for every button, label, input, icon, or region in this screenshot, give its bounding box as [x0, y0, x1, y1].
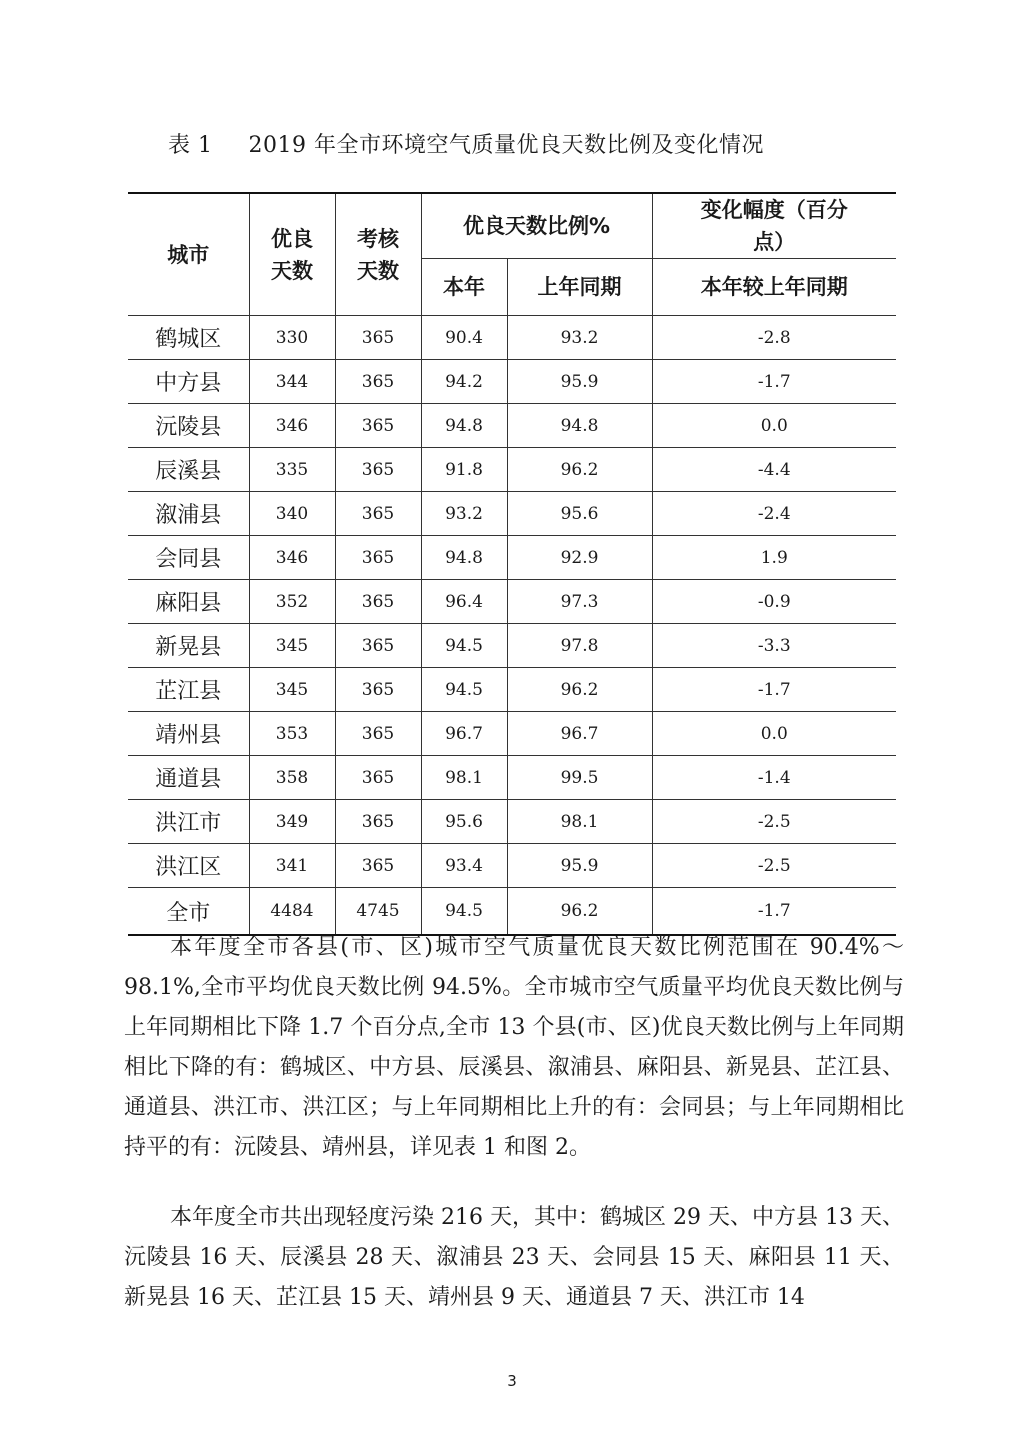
cell-good-days: 346	[249, 404, 335, 448]
table-row	[128, 316, 896, 360]
cell-change: -1.7	[652, 888, 896, 936]
table-row	[128, 580, 896, 624]
cell-this-year: 94.2	[421, 360, 507, 404]
cell-last-year: 96.2	[507, 448, 652, 492]
cell-assessed-days: 365	[335, 404, 421, 448]
cell-assessed-days: 365	[335, 536, 421, 580]
summary-paragraph: 本年度全市各县(市、区)城市空气质量优良天数比例范围在 90.4%～98.1%,全市平均优良天数比例 94.5%。全市城市空气质量平均优良天数比例与上年同期相比下降 1.7 个百分点,全市 13 个县(市、区)优良天数比例与上年同期相比下降的有：鹤城区、中方县、辰溪县、溆浦县、麻阳县、新晃县、芷江县、通道县、洪江市、洪江区；与上年同期相比上升的有：会同县；与上年同期相比持平的有：沅陵县、靖州县，详见表 1 和图 2。	[124, 935, 904, 1160]
table-row	[128, 360, 896, 404]
cell-last-year: 95.9	[507, 360, 652, 404]
table-row	[128, 404, 896, 448]
cell-city: 芷江县	[128, 668, 249, 712]
cell-this-year: 94.5	[421, 668, 507, 712]
header-change-vs-last-year: 本年较上年同期	[652, 259, 896, 316]
cell-this-year: 93.4	[421, 844, 507, 888]
cell-city: 新晃县	[128, 624, 249, 668]
cell-last-year: 98.1	[507, 800, 652, 844]
cell-change: 0.0	[652, 404, 896, 448]
cell-good-days: 345	[249, 668, 335, 712]
table-row	[128, 448, 896, 492]
cell-this-year: 94.8	[421, 404, 507, 448]
table-row	[128, 492, 896, 536]
cell-this-year: 94.8	[421, 536, 507, 580]
cell-this-year: 94.5	[421, 888, 507, 936]
cell-assessed-days: 365	[335, 448, 421, 492]
table-row	[128, 536, 896, 580]
cell-assessed-days: 365	[335, 492, 421, 536]
cell-assessed-days: 365	[335, 712, 421, 756]
cell-assessed-days: 4745	[335, 888, 421, 936]
header-last-year: 上年同期	[507, 259, 652, 316]
page-number: 3	[507, 1372, 517, 1390]
cell-city: 洪江区	[128, 844, 249, 888]
header-ratio-group: 优良天数比例%	[421, 193, 652, 259]
cell-city: 辰溪县	[128, 448, 249, 492]
cell-good-days: 346	[249, 536, 335, 580]
cell-last-year: 95.9	[507, 844, 652, 888]
table-row	[128, 712, 896, 756]
cell-change: -2.5	[652, 844, 896, 888]
table-row	[128, 844, 896, 888]
cell-city: 溆浦县	[128, 492, 249, 536]
header-assessed-days	[335, 193, 421, 316]
cell-city: 洪江市	[128, 800, 249, 844]
cell-last-year: 92.9	[507, 536, 652, 580]
cell-city: 全市	[128, 888, 249, 936]
cell-good-days: 345	[249, 624, 335, 668]
cell-change: -2.4	[652, 492, 896, 536]
cell-assessed-days: 365	[335, 668, 421, 712]
cell-good-days: 352	[249, 580, 335, 624]
cell-last-year: 97.8	[507, 624, 652, 668]
cell-assessed-days: 365	[335, 360, 421, 404]
cell-assessed-days: 365	[335, 844, 421, 888]
cell-assessed-days: 365	[335, 624, 421, 668]
cell-good-days: 344	[249, 360, 335, 404]
cell-city: 鹤城区	[128, 316, 249, 360]
cell-good-days: 349	[249, 800, 335, 844]
cell-change: -4.4	[652, 448, 896, 492]
cell-city: 通道县	[128, 756, 249, 800]
cell-this-year: 95.6	[421, 800, 507, 844]
cell-last-year: 96.2	[507, 888, 652, 936]
cell-last-year: 99.5	[507, 756, 652, 800]
cell-last-year: 97.3	[507, 580, 652, 624]
cell-this-year: 94.5	[421, 624, 507, 668]
cell-good-days: 358	[249, 756, 335, 800]
table-caption-label: 表 1	[168, 133, 213, 158]
cell-change: -1.4	[652, 756, 896, 800]
header-good-days-text: 优良天数	[271, 226, 313, 283]
cell-change: -2.5	[652, 800, 896, 844]
cell-last-year: 96.7	[507, 712, 652, 756]
cell-this-year: 96.7	[421, 712, 507, 756]
cell-city: 靖州县	[128, 712, 249, 756]
cell-last-year: 96.2	[507, 668, 652, 712]
cell-this-year: 90.4	[421, 316, 507, 360]
cell-change: -0.9	[652, 580, 896, 624]
table-row	[128, 756, 896, 800]
header-city: 城市	[128, 193, 249, 316]
air-quality-table	[128, 192, 896, 936]
cell-city: 中方县	[128, 360, 249, 404]
cell-this-year: 93.2	[421, 492, 507, 536]
cell-change: -2.8	[652, 316, 896, 360]
cell-change: -1.7	[652, 668, 896, 712]
cell-city: 会同县	[128, 536, 249, 580]
header-good-days	[249, 193, 335, 316]
table-row	[128, 668, 896, 712]
cell-last-year: 95.6	[507, 492, 652, 536]
header-this-year: 本年	[421, 259, 507, 316]
header-assessed-days-text: 考核天数	[357, 226, 399, 283]
table-caption-title: 2019 年全市环境空气质量优良天数比例及变化情况	[248, 133, 764, 158]
cell-this-year: 96.4	[421, 580, 507, 624]
header-change-group-text: 变化幅度（百分点）	[700, 198, 848, 254]
table-caption	[168, 128, 764, 159]
cell-last-year: 93.2	[507, 316, 652, 360]
cell-change: 1.9	[652, 536, 896, 580]
cell-good-days: 340	[249, 492, 335, 536]
cell-good-days: 4484	[249, 888, 335, 936]
cell-this-year: 98.1	[421, 756, 507, 800]
header-change-group	[652, 193, 896, 259]
cell-change: -1.7	[652, 360, 896, 404]
cell-last-year: 94.8	[507, 404, 652, 448]
cell-city: 麻阳县	[128, 580, 249, 624]
cell-assessed-days: 365	[335, 756, 421, 800]
cell-change: 0.0	[652, 712, 896, 756]
pollution-paragraph: 本年度全市共出现轻度污染 216 天，其中：鹤城区 29 天、中方县 13 天、沅陵县 16 天、辰溪县 28 天、溆浦县 23 天、会同县 15 天、麻阳县 11 天、新晃县 16 天、芷江县 15 天、靖州县 9 天、通道县 7 天、洪江市 14	[124, 1205, 904, 1310]
cell-good-days: 335	[249, 448, 335, 492]
table-row	[128, 800, 896, 844]
cell-assessed-days: 365	[335, 316, 421, 360]
cell-this-year: 91.8	[421, 448, 507, 492]
cell-good-days: 353	[249, 712, 335, 756]
cell-assessed-days: 365	[335, 580, 421, 624]
table-row	[128, 624, 896, 668]
cell-city: 沅陵县	[128, 404, 249, 448]
cell-assessed-days: 365	[335, 800, 421, 844]
cell-change: -3.3	[652, 624, 896, 668]
cell-good-days: 330	[249, 316, 335, 360]
cell-good-days: 341	[249, 844, 335, 888]
